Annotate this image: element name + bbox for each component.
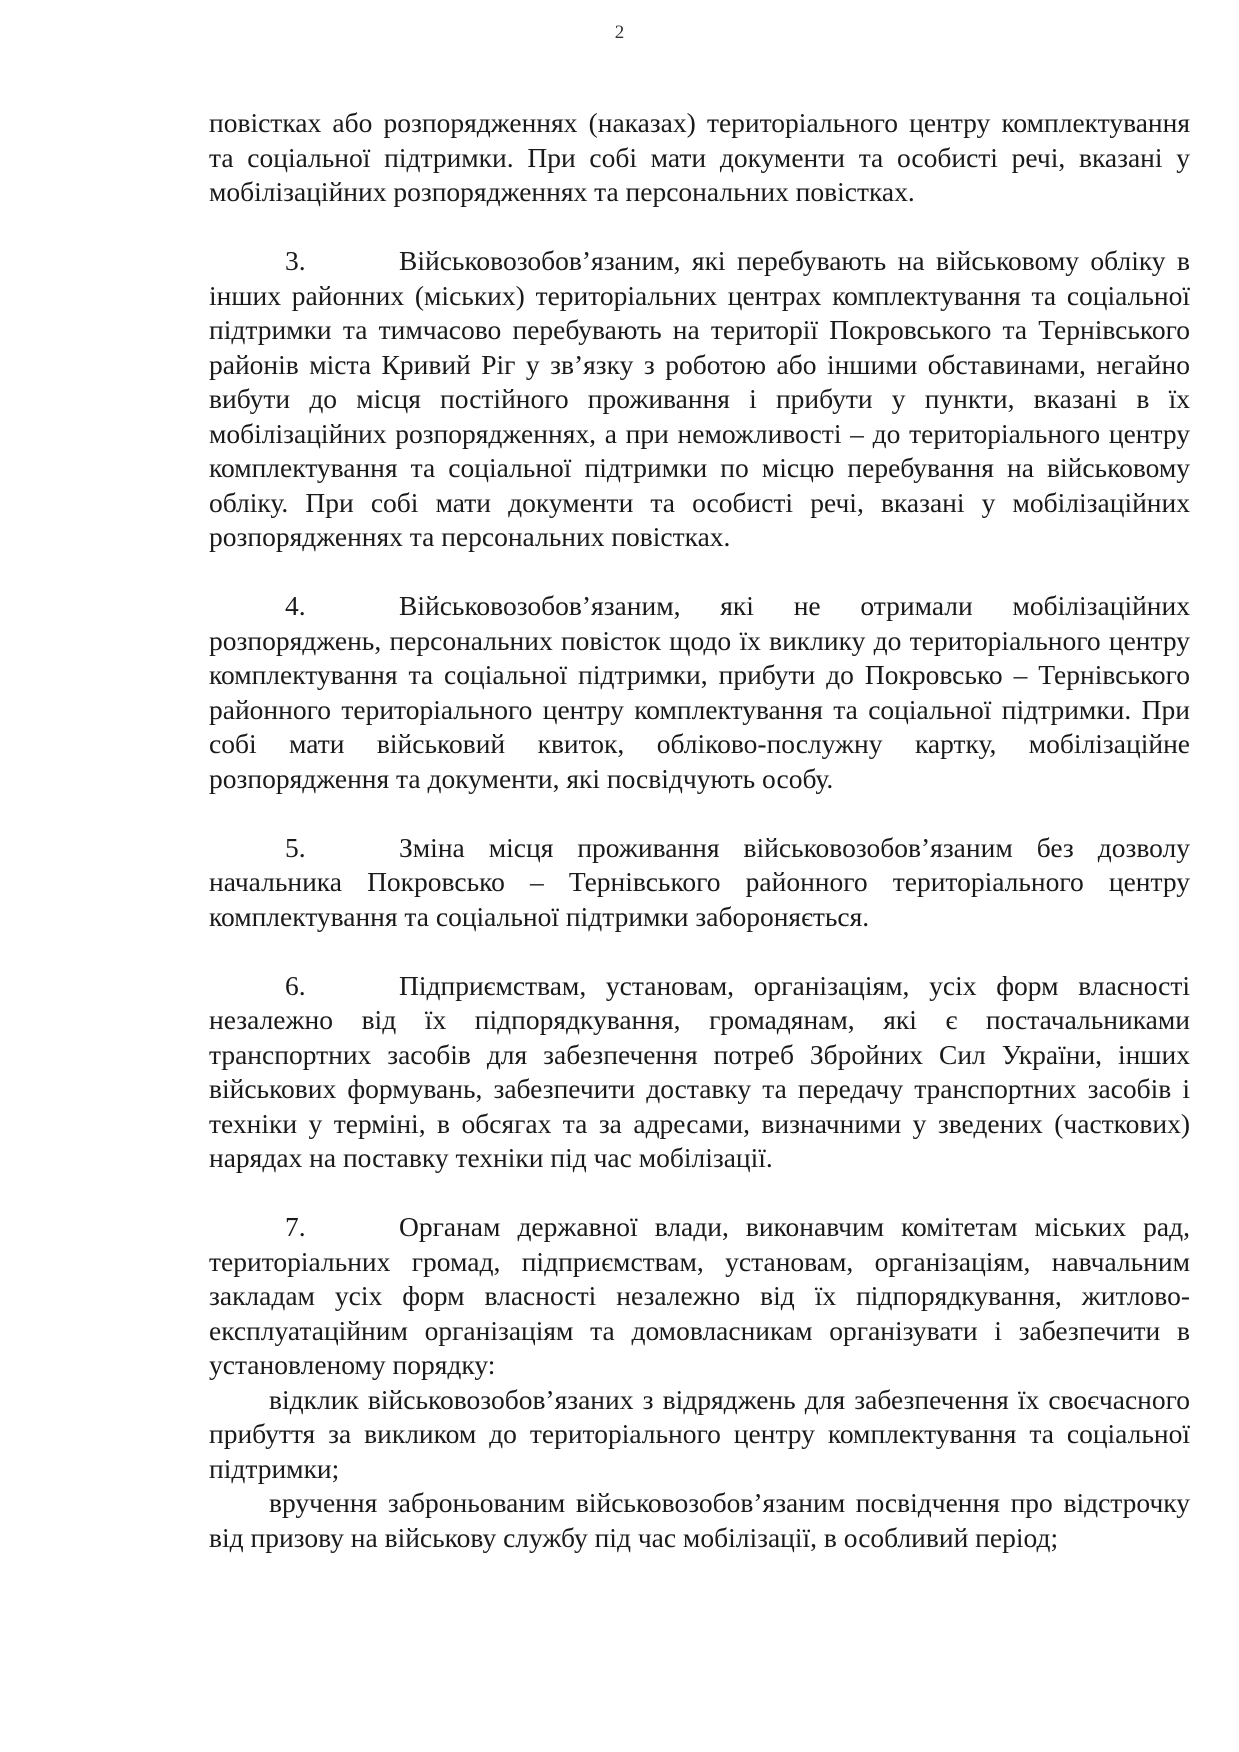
item-text: Органам державної влади, виконавчим комітетам міських рад, територіальних громад, підприємствам, установам, організаціям, навчальним закладам усіх форм власності незалежно від їх підпорядкування, житлово-експлуатаційним організаціям та домовласникам організувати і забезпечити в установленому порядку: [209,1211,1190,1380]
paragraph-item-7-sub-1: відклик військовозобов’язаних з відряджень для забезпечення їх своєчасного прибуття за викликом до територіального центру комплектування та соціальної підтримки; [209,1383,1190,1484]
item-number: 5. [285,831,306,863]
paragraph-item-6 [209,969,1190,1176]
spacer [209,934,1190,969]
item-text: Зміна місця проживання військовозобов’язаним без дозволу начальника Покровсько – Тернівського районного територіального центру комплектування та соціальної підтримки забороняється. [209,831,1190,932]
spacer [209,1176,1190,1211]
paragraph-intro: повістках або розпорядженнях (наказах) територіального центру комплектування та соціальної підтримки. При собі мати документи та особисті речі, вказані у мобілізаційних розпорядженнях та персональних повістках. [209,107,1190,207]
spacer [209,555,1190,590]
item-number: 4. [285,590,306,621]
spacer [209,210,1190,245]
item-text: Військовозобов’язаним, які не отримали мобілізаційних розпоряджень, персональних повісток щодо їх виклику до територіального центру комплектування та соціальної підтримки, прибути до Покровсько – Тернівського районного територіального центру комплектування та соціальної підтримки. При собі мати військовий квиток, обліково-послужну картку, мобілізаційне розпорядження та документи, які посвідчують особу. [209,590,1190,794]
paragraph-item-7 [209,1210,1190,1383]
paragraph-item-3 [209,244,1190,555]
paragraph-item-7-sub-2: вручення заброньованим військовозобов’язаним посвідчення про відстрочку від призову на військову службу під час мобілізації, в особливий період; [209,1487,1190,1553]
paragraph-item-5 [209,831,1190,935]
paragraph-item-4 [209,589,1190,796]
document-body [209,106,1190,1555]
item-text: Підприємствам, установам, організаціям, усіх форм власності незалежно від їх підпорядкування, громадянам, які є постачальниками транспортних засобів для забезпечення потреб Збройних Сил України, інших військових формувань, забезпечити доставку та передачу транспортних засобів і техніки у терміні, в обсягах та за адресами, визначними у зведених (часткових) нарядах на поставку техніки під час мобілізації. [209,969,1190,1173]
page-number: 2 [614,22,625,43]
item-number: 6. [285,969,306,1001]
item-number: 3. [285,245,306,276]
item-number: 7. [285,1211,306,1242]
spacer [209,796,1190,831]
item-text: Військовозобов’язаним, які перебувають на військовому обліку в інших районних (міських) територіальних центрах комплектування та соціальної підтримки та тимчасово перебувають на території Покровського та Тернівського районів міста Кривий Ріг у зв’язку з роботою або іншими обставинами, негайно вибути до місця постійного проживання і прибути у пункти, вказані в їх мобілізаційних розпорядженнях, а при неможливості – до територіального центру комплектування та соціальної підтримки по місцю перебування на військовому обліку. При собі мати документи та особисті речі, вказані у мобілізаційних розпорядженнях та персональних повістках. [209,245,1190,552]
